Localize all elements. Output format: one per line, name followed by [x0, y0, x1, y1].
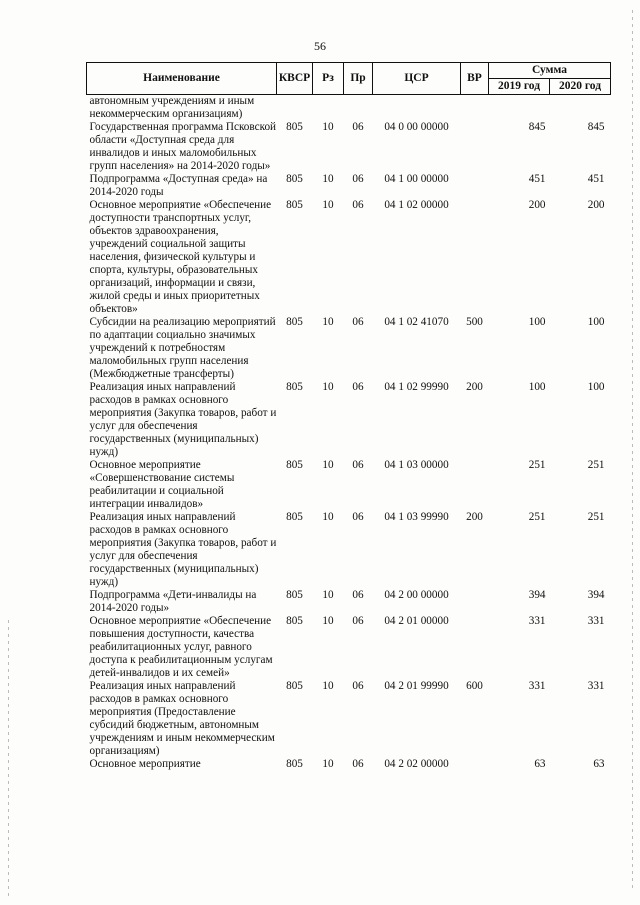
cell-csr: 04 1 03 99990: [384, 511, 449, 523]
page-number: 56: [314, 39, 326, 53]
table-row: [87, 199, 611, 316]
cell-sum-2019: 251: [528, 459, 546, 471]
header-kvsr: КВСР: [277, 63, 313, 95]
table-row: [87, 615, 611, 680]
cell-sum-2019: 394: [528, 589, 546, 601]
cell-rz: 10: [322, 199, 334, 211]
cell-name: Подпрограмма «Дети-инвалиды на 2014-2020 годы»: [89, 589, 257, 614]
cell-csr: 04 2 00 00000: [384, 589, 449, 601]
cell-rz: [313, 95, 344, 122]
cell-rz: 10: [322, 589, 334, 601]
cell-vr: [461, 199, 489, 316]
cell-vr: [461, 459, 489, 511]
cell-rz: 10: [322, 173, 334, 185]
table-row: [87, 121, 611, 173]
cell-vr: [461, 758, 489, 771]
cell-sum-2019: 451: [528, 173, 546, 185]
cell-csr: 04 2 01 99990: [384, 680, 449, 692]
table-row: [87, 95, 611, 122]
cell-rz: 10: [322, 758, 334, 770]
header-2020: 2020 год: [550, 79, 611, 95]
cell-pr: 06: [352, 316, 364, 328]
cell-kvsr: 805: [286, 199, 303, 211]
cell-vr: 200: [466, 381, 483, 393]
cell-sum-2020: 200: [587, 199, 605, 211]
cell-csr: 04 1 00 00000: [384, 173, 449, 185]
cell-sum-2020: 451: [587, 173, 605, 185]
cell-name: Реализация иных направлений расходов в рамках основного мероприятия (Предоставление субсидий бюджетным, автономным учреждениям и иным некоммерческим организациям): [89, 680, 275, 757]
header-csr: ЦСР: [373, 63, 461, 95]
cell-kvsr: 805: [286, 615, 303, 627]
cell-sum-2020: 331: [587, 680, 605, 692]
cell-csr: [373, 95, 461, 122]
scan-margin-left: [8, 620, 12, 900]
cell-name: автономным учреждениям и иным некоммерческим организациям): [87, 95, 277, 122]
cell-rz: 10: [322, 511, 334, 523]
cell-name: Реализация иных направлений расходов в рамках основного мероприятия (Закупка товаров, работ и услуг для обеспечения государственных (муниципальных) нужд): [89, 381, 277, 458]
cell-name: Государственная программа Псковской области «Доступная среда для инвалидов и иных маломобильных групп населения» на 2014-2020 годы»: [89, 121, 277, 172]
scan-margin-right: [632, 10, 636, 890]
header-sum: Сумма: [489, 63, 611, 79]
cell-pr: 06: [352, 680, 364, 692]
cell-kvsr: 805: [286, 511, 303, 523]
cell-rz: 10: [322, 381, 334, 393]
cell-vr: 600: [466, 680, 483, 692]
cell-pr: [344, 95, 373, 122]
cell-sum-2019: 200: [528, 199, 546, 211]
header-vr: ВР: [461, 63, 489, 95]
cell-sum-2020: 100: [587, 381, 605, 393]
cell-rz: 10: [322, 316, 334, 328]
header-rz: Рз: [313, 63, 344, 95]
cell-csr: 04 0 00 00000: [384, 121, 449, 133]
cell-name: Основное мероприятие: [89, 758, 201, 770]
cell-rz: 10: [322, 121, 334, 133]
cell-pr: 06: [352, 173, 364, 185]
cell-name: Подпрограмма «Доступная среда» на 2014-2020 годы: [89, 173, 268, 198]
cell-sum-2020: 63: [593, 758, 605, 770]
cell-sum-2019: 100: [528, 316, 546, 328]
cell-vr: 500: [466, 316, 483, 328]
budget-table: [86, 62, 611, 771]
cell-kvsr: 805: [286, 316, 303, 328]
cell-pr: 06: [352, 615, 364, 627]
table-row: [87, 316, 611, 381]
cell-sum-2019: 251: [528, 511, 546, 523]
cell-csr: 04 1 03 00000: [384, 459, 449, 471]
cell-csr: 04 1 02 00000: [384, 199, 449, 211]
cell-sum-2020: 845: [587, 121, 605, 133]
cell-kvsr: 805: [286, 680, 303, 692]
cell-pr: 06: [352, 199, 364, 211]
cell-kvsr: 805: [286, 758, 303, 770]
cell-vr: [461, 121, 489, 173]
cell-csr: 04 1 02 99990: [384, 381, 449, 393]
table-row: [87, 459, 611, 511]
cell-kvsr: 805: [286, 381, 303, 393]
table-row: [87, 758, 611, 771]
cell-sum-2020: [550, 95, 611, 122]
table-row: [87, 381, 611, 459]
cell-vr: [461, 589, 489, 615]
cell-sum-2019: 100: [528, 381, 546, 393]
table-row: [87, 680, 611, 758]
cell-name: Реализация иных направлений расходов в рамках основного мероприятия (Закупка товаров, работ и услуг для обеспечения государственных (муниципальных) нужд): [89, 511, 277, 588]
table-row: [87, 589, 611, 615]
cell-pr: 06: [352, 459, 364, 471]
cell-name: Основное мероприятие «Совершенствование системы реабилитации и социальной интеграции инвалидов»: [89, 459, 235, 510]
cell-csr: 04 2 02 00000: [384, 758, 449, 770]
cell-pr: 06: [352, 758, 364, 770]
cell-sum-2020: 394: [587, 589, 605, 601]
cell-sum-2020: 251: [587, 459, 605, 471]
cell-csr: 04 2 01 00000: [384, 615, 449, 627]
cell-name: Субсидии на реализацию мероприятий по адаптации социально значимых учреждений к потребностям маломобильных групп населения (Межбюджетные трансферты): [89, 316, 276, 380]
cell-sum-2020: 331: [587, 615, 605, 627]
cell-name: Основное мероприятие «Обеспечение повышения доступности, качества реабилитационных услуг, равного доступа к реабилитационным услугам детей-инвалидов и их семей»: [89, 615, 273, 679]
header-pr: Пр: [344, 63, 373, 95]
table-row: [87, 173, 611, 199]
cell-pr: 06: [352, 511, 364, 523]
cell-pr: 06: [352, 121, 364, 133]
cell-kvsr: 805: [286, 589, 303, 601]
cell-sum-2019: [489, 95, 550, 122]
header-name: Наименование: [87, 63, 277, 95]
cell-pr: 06: [352, 381, 364, 393]
cell-csr: 04 1 02 41070: [384, 316, 449, 328]
cell-vr: 200: [466, 511, 483, 523]
cell-rz: 10: [322, 459, 334, 471]
cell-vr: [461, 173, 489, 199]
cell-sum-2019: 845: [528, 121, 546, 133]
cell-sum-2020: 251: [587, 511, 605, 523]
cell-kvsr: 805: [286, 173, 303, 185]
cell-rz: 10: [322, 680, 334, 692]
cell-vr: [461, 615, 489, 680]
cell-sum-2019: 331: [528, 680, 546, 692]
cell-sum-2019: 331: [528, 615, 546, 627]
cell-kvsr: [277, 95, 313, 122]
table-row: [87, 511, 611, 589]
table-body: [87, 95, 611, 772]
cell-pr: 06: [352, 589, 364, 601]
header-2019: 2019 год: [489, 79, 550, 95]
cell-name: Основное мероприятие «Обеспечение доступности транспортных услуг, объектов здравоохранения, учреждений социальной защиты населения, физической культуры и спорта, культуры, образовательных организаций, информации и связи, жилой среды и иных приоритетных объектов»: [89, 199, 272, 315]
cell-kvsr: 805: [286, 459, 303, 471]
cell-rz: 10: [322, 615, 334, 627]
cell-kvsr: 805: [286, 121, 303, 133]
cell-sum-2020: 100: [587, 316, 605, 328]
cell-sum-2019: 63: [534, 758, 546, 770]
cell-vr: [461, 95, 489, 122]
